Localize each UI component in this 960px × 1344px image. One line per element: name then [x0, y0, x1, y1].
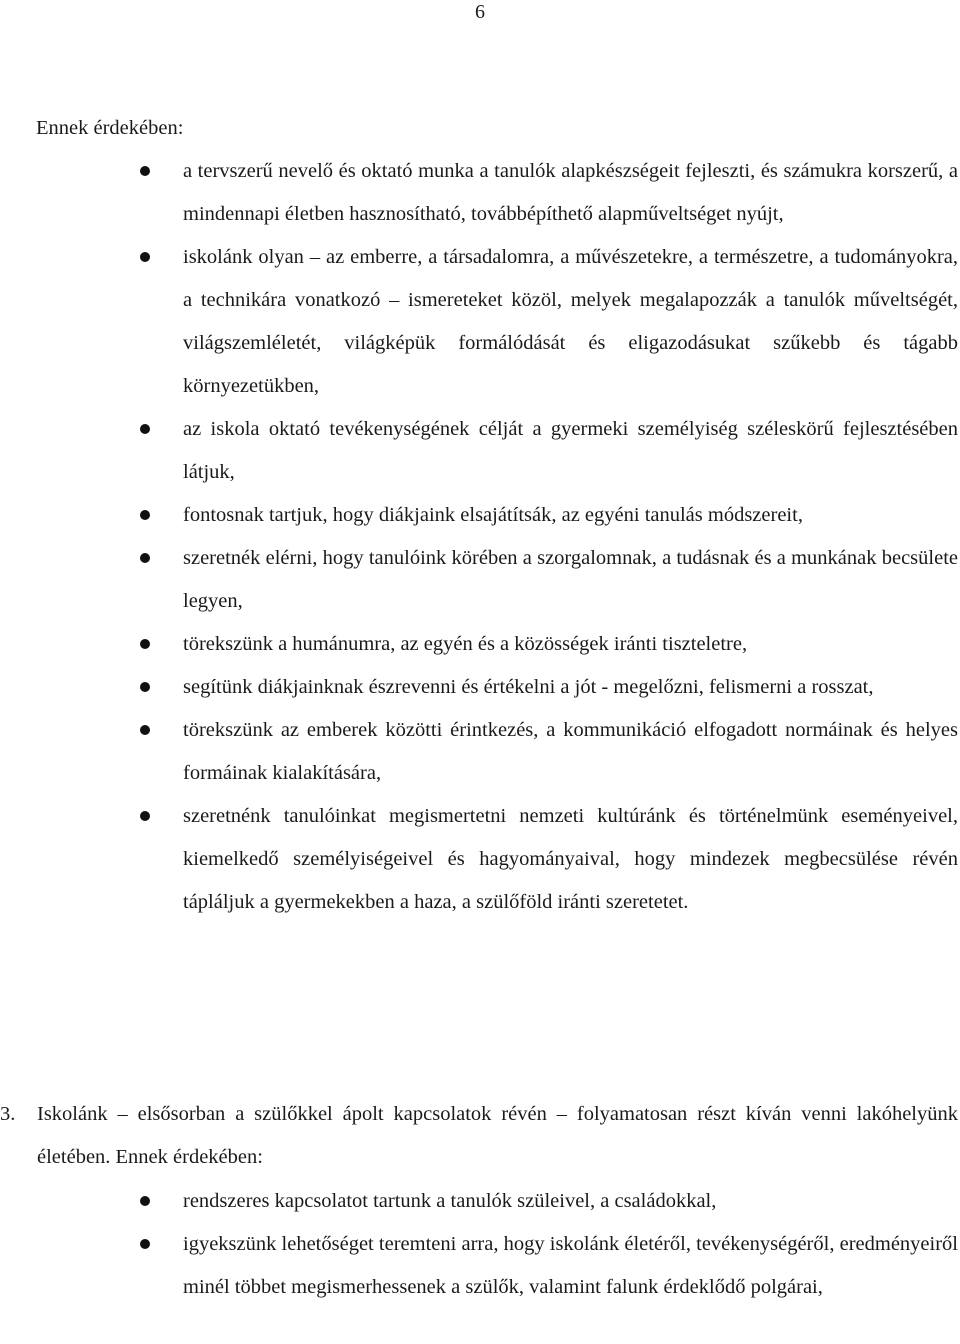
list-item-text: segítünk diákjainknak észrevenni és értékelni a jót - megelőzni, felismerni a rosszat, — [183, 676, 874, 698]
list-item-text: a tervszerű nevelő és oktató munka a tanulók alapkészségeit fejleszti, és számukra korszerű, a mindennapi életben hasznosítható, továbbépíthető alapműveltséget nyújt, — [183, 160, 958, 225]
list-item — [0, 150, 960, 236]
list-item — [0, 623, 960, 666]
list-item-text: az iskola oktató tevékenységének célját a gyermeki személyiség széleskörű fejlesztésében látjuk, — [183, 418, 958, 483]
bullet-icon — [140, 252, 150, 262]
list-item-text: törekszünk a humánumra, az egyén és a közösségek iránti tiszteletre, — [183, 633, 748, 655]
list-item-text: iskolánk olyan – az emberre, a társadalomra, a művészetekre, a természetre, a tudományokra, a technikára vonatkozó – ismereteket közöl, melyek megalapozzák a tanulók műveltségét, világszemléletét, világképük formálódását és eligazodásukat szűkebb és tágabb környezetükben, — [183, 246, 958, 397]
bullet-icon — [140, 1196, 150, 1206]
list-item — [0, 236, 960, 408]
bullet-icon — [140, 510, 150, 520]
list-item — [0, 494, 960, 537]
list-item — [0, 537, 960, 623]
list-item — [0, 709, 960, 795]
list-item — [0, 795, 960, 924]
bullet-icon — [140, 1239, 150, 1249]
bullet-icon — [140, 166, 150, 176]
section-3 — [0, 1093, 960, 1179]
bullet-icon — [140, 424, 150, 434]
bullet-icon — [140, 553, 150, 563]
list-item — [0, 666, 960, 709]
list-item-text: törekszünk az emberek közötti érintkezés, a kommunikáció elfogadott normáinak és helyes formáinak kialakítására, — [183, 719, 958, 784]
list-item-text: szeretnék elérni, hogy tanulóink körében a szorgalomnak, a tudásnak és a munkának becsülete legyen, — [183, 547, 958, 612]
list-item-text: szeretnénk tanulóinkat megismertetni nemzeti kultúránk és történelmünk eseményeivel, kiemelkedő személyiségeivel és hagyományaival, hogy mindezek megbecsülése révén tápláljuk a gyermekekben a haza, a szülőföld iránti szeretetet. — [183, 805, 958, 913]
list-item-text: fontosnak tartjuk, hogy diákjaink elsajátítsák, az egyéni tanulás módszereit, — [183, 504, 803, 526]
page-number: 6 — [475, 1, 485, 23]
bullet-icon — [140, 682, 150, 692]
list-item-text: igyekszünk lehetőséget teremteni arra, hogy iskolánk életéről, tevékenységéről, eredményeiről minél többet megismerhessenek a szülők, valamint falunk érdeklődő polgárai, — [183, 1233, 958, 1298]
section-number: 3. — [0, 1103, 16, 1125]
bullet-icon — [140, 811, 150, 821]
intro-text: Ennek érdekében: — [36, 117, 184, 139]
bullet-icon — [140, 725, 150, 735]
goals-list — [0, 150, 960, 924]
list-item-text: rendszeres kapcsolatot tartunk a tanulók szüleivel, a családokkal, — [183, 1190, 717, 1212]
list-item — [0, 1180, 960, 1223]
bullet-icon — [140, 639, 150, 649]
list-item — [0, 1223, 960, 1309]
list-item — [0, 408, 960, 494]
section-paragraph: Iskolánk – elsősorban a szülőkkel ápolt kapcsolatok révén – folyamatosan részt kíván venni lakóhelyünk életében. Ennek érdekében: — [37, 1103, 958, 1168]
community-list — [0, 1180, 960, 1309]
